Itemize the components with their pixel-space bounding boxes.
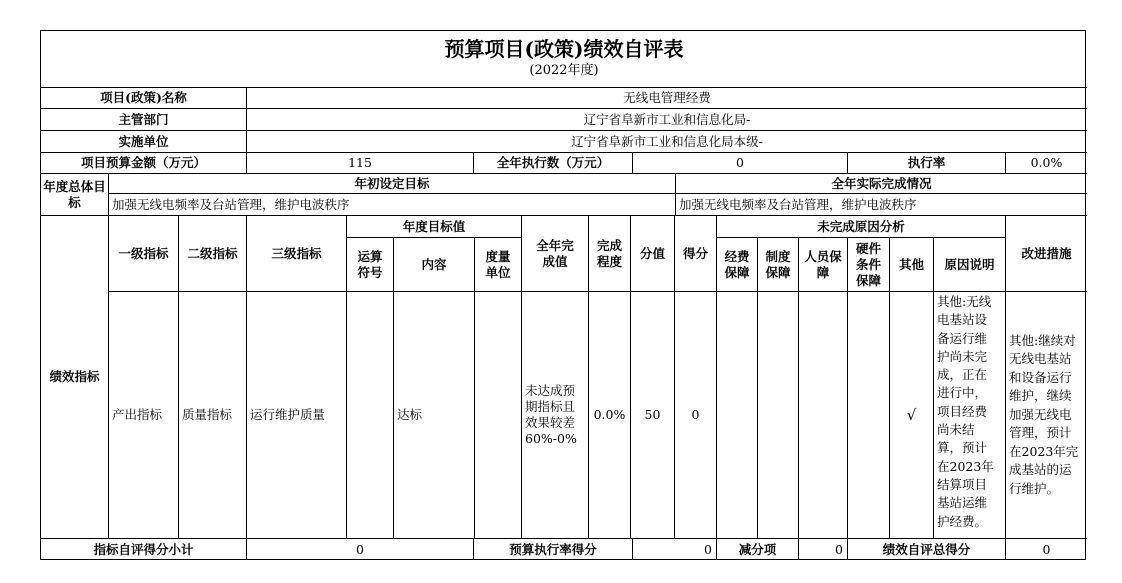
deduction-label: 减分项 (717, 539, 799, 560)
system-value (758, 292, 799, 539)
level3-header: 三级指标 (247, 216, 347, 292)
other-header: 其他 (890, 238, 934, 292)
operator-header: 运算符号 (347, 238, 394, 292)
level1-value: 产出指标 (109, 292, 179, 539)
deduction-value: 0 (799, 539, 848, 560)
funding-header: 经费保障 (717, 238, 758, 292)
other-checkmark: √ (890, 292, 934, 539)
department-value: 辽宁省阜新市工业和信息化局- (247, 109, 1087, 131)
initial-goal-header: 年初设定目标 (109, 174, 676, 194)
budget-rate-score-label: 预算执行率得分 (474, 539, 633, 560)
hardware-value (848, 292, 890, 539)
budget-amount-label: 项目预算金额（万元） (41, 153, 247, 174)
project-name-value: 无线电管理经费 (247, 88, 1087, 109)
budget-rate-score-value: 0 (633, 539, 717, 560)
score-value: 50 (631, 292, 675, 539)
got-score-header: 得分 (675, 216, 717, 292)
annual-goal-label: 年度总体目标 (41, 174, 109, 216)
completion-degree-value: 0.0% (589, 292, 631, 539)
target-value-group-header: 年度目标值 (347, 216, 522, 238)
implementing-unit-value: 辽宁省阜新市工业和信息化局本级- (247, 131, 1087, 153)
evaluation-table (40, 30, 1086, 560)
reason-explain-header: 原因说明 (934, 238, 1006, 292)
completion-value-header: 全年完成值 (522, 216, 589, 292)
execution-rate-value: 0.0% (1006, 153, 1087, 174)
content-value: 达标 (394, 292, 475, 539)
hardware-header: 硬件条件保障 (848, 238, 890, 292)
staff-value (799, 292, 848, 539)
implementing-unit-label: 实施单位 (41, 131, 247, 153)
performance-indicator-label: 绩效指标 (41, 216, 109, 539)
table-title-block (41, 31, 1087, 88)
annual-execution-value: 0 (633, 153, 848, 174)
actual-completion-header: 全年实际完成情况 (676, 174, 1087, 194)
subtotal-value: 0 (247, 539, 474, 560)
department-label: 主管部门 (41, 109, 247, 131)
unit-header: 度量单位 (475, 238, 522, 292)
level2-value: 质量指标 (179, 292, 247, 539)
system-header: 制度保障 (758, 238, 799, 292)
improvement-header: 改进措施 (1006, 216, 1087, 292)
level2-header: 二级指标 (179, 216, 247, 292)
total-score-value: 0 (1042, 541, 1051, 557)
got-score-value: 0 (675, 292, 717, 539)
actual-completion-text: 加强无线电频率及台站管理，维护电波秩序 (676, 194, 1087, 216)
level1-header: 一级指标 (109, 216, 179, 292)
total-score-label: 绩效自评总得分 (848, 539, 1006, 560)
initial-goal-text: 加强无线电频率及台站管理，维护电波秩序 (109, 194, 676, 216)
operator-value (347, 292, 394, 539)
completion-value: 未达成预期指标且效果较差60%-0% (522, 292, 589, 539)
annual-execution-label: 全年执行数（万元） (474, 153, 633, 174)
unit-value (475, 292, 522, 539)
reason-explain-value: 其他:无线电基站设备运行维护尚未完成，正在进行中，项目经费尚未结算，预计在2023年结算项目基站运维护经费。 (934, 292, 1006, 539)
subtotal-label: 指标自评得分小计 (41, 539, 247, 560)
fiscal-year: (2022年度) (529, 63, 599, 78)
execution-rate-label: 执行率 (848, 153, 1006, 174)
staff-header: 人员保障 (799, 238, 848, 292)
funding-value (717, 292, 758, 539)
reason-analysis-group-header: 未完成原因分析 (717, 216, 1006, 238)
score-header: 分值 (631, 216, 675, 292)
completion-degree-header: 完成程度 (589, 216, 631, 292)
page-title: 预算项目(政策)绩效自评表 (444, 37, 684, 61)
budget-amount-value: 115 (247, 153, 474, 174)
content-header: 内容 (394, 238, 475, 292)
level3-value: 运行维护质量 (247, 292, 347, 539)
improvement-value: 其他:继续对无线电基站和设备运行维护，继续加强无线电管理，预计在2023年完成基站的运行维护。 (1006, 292, 1087, 539)
project-name-label: 项目(政策)名称 (41, 88, 247, 109)
